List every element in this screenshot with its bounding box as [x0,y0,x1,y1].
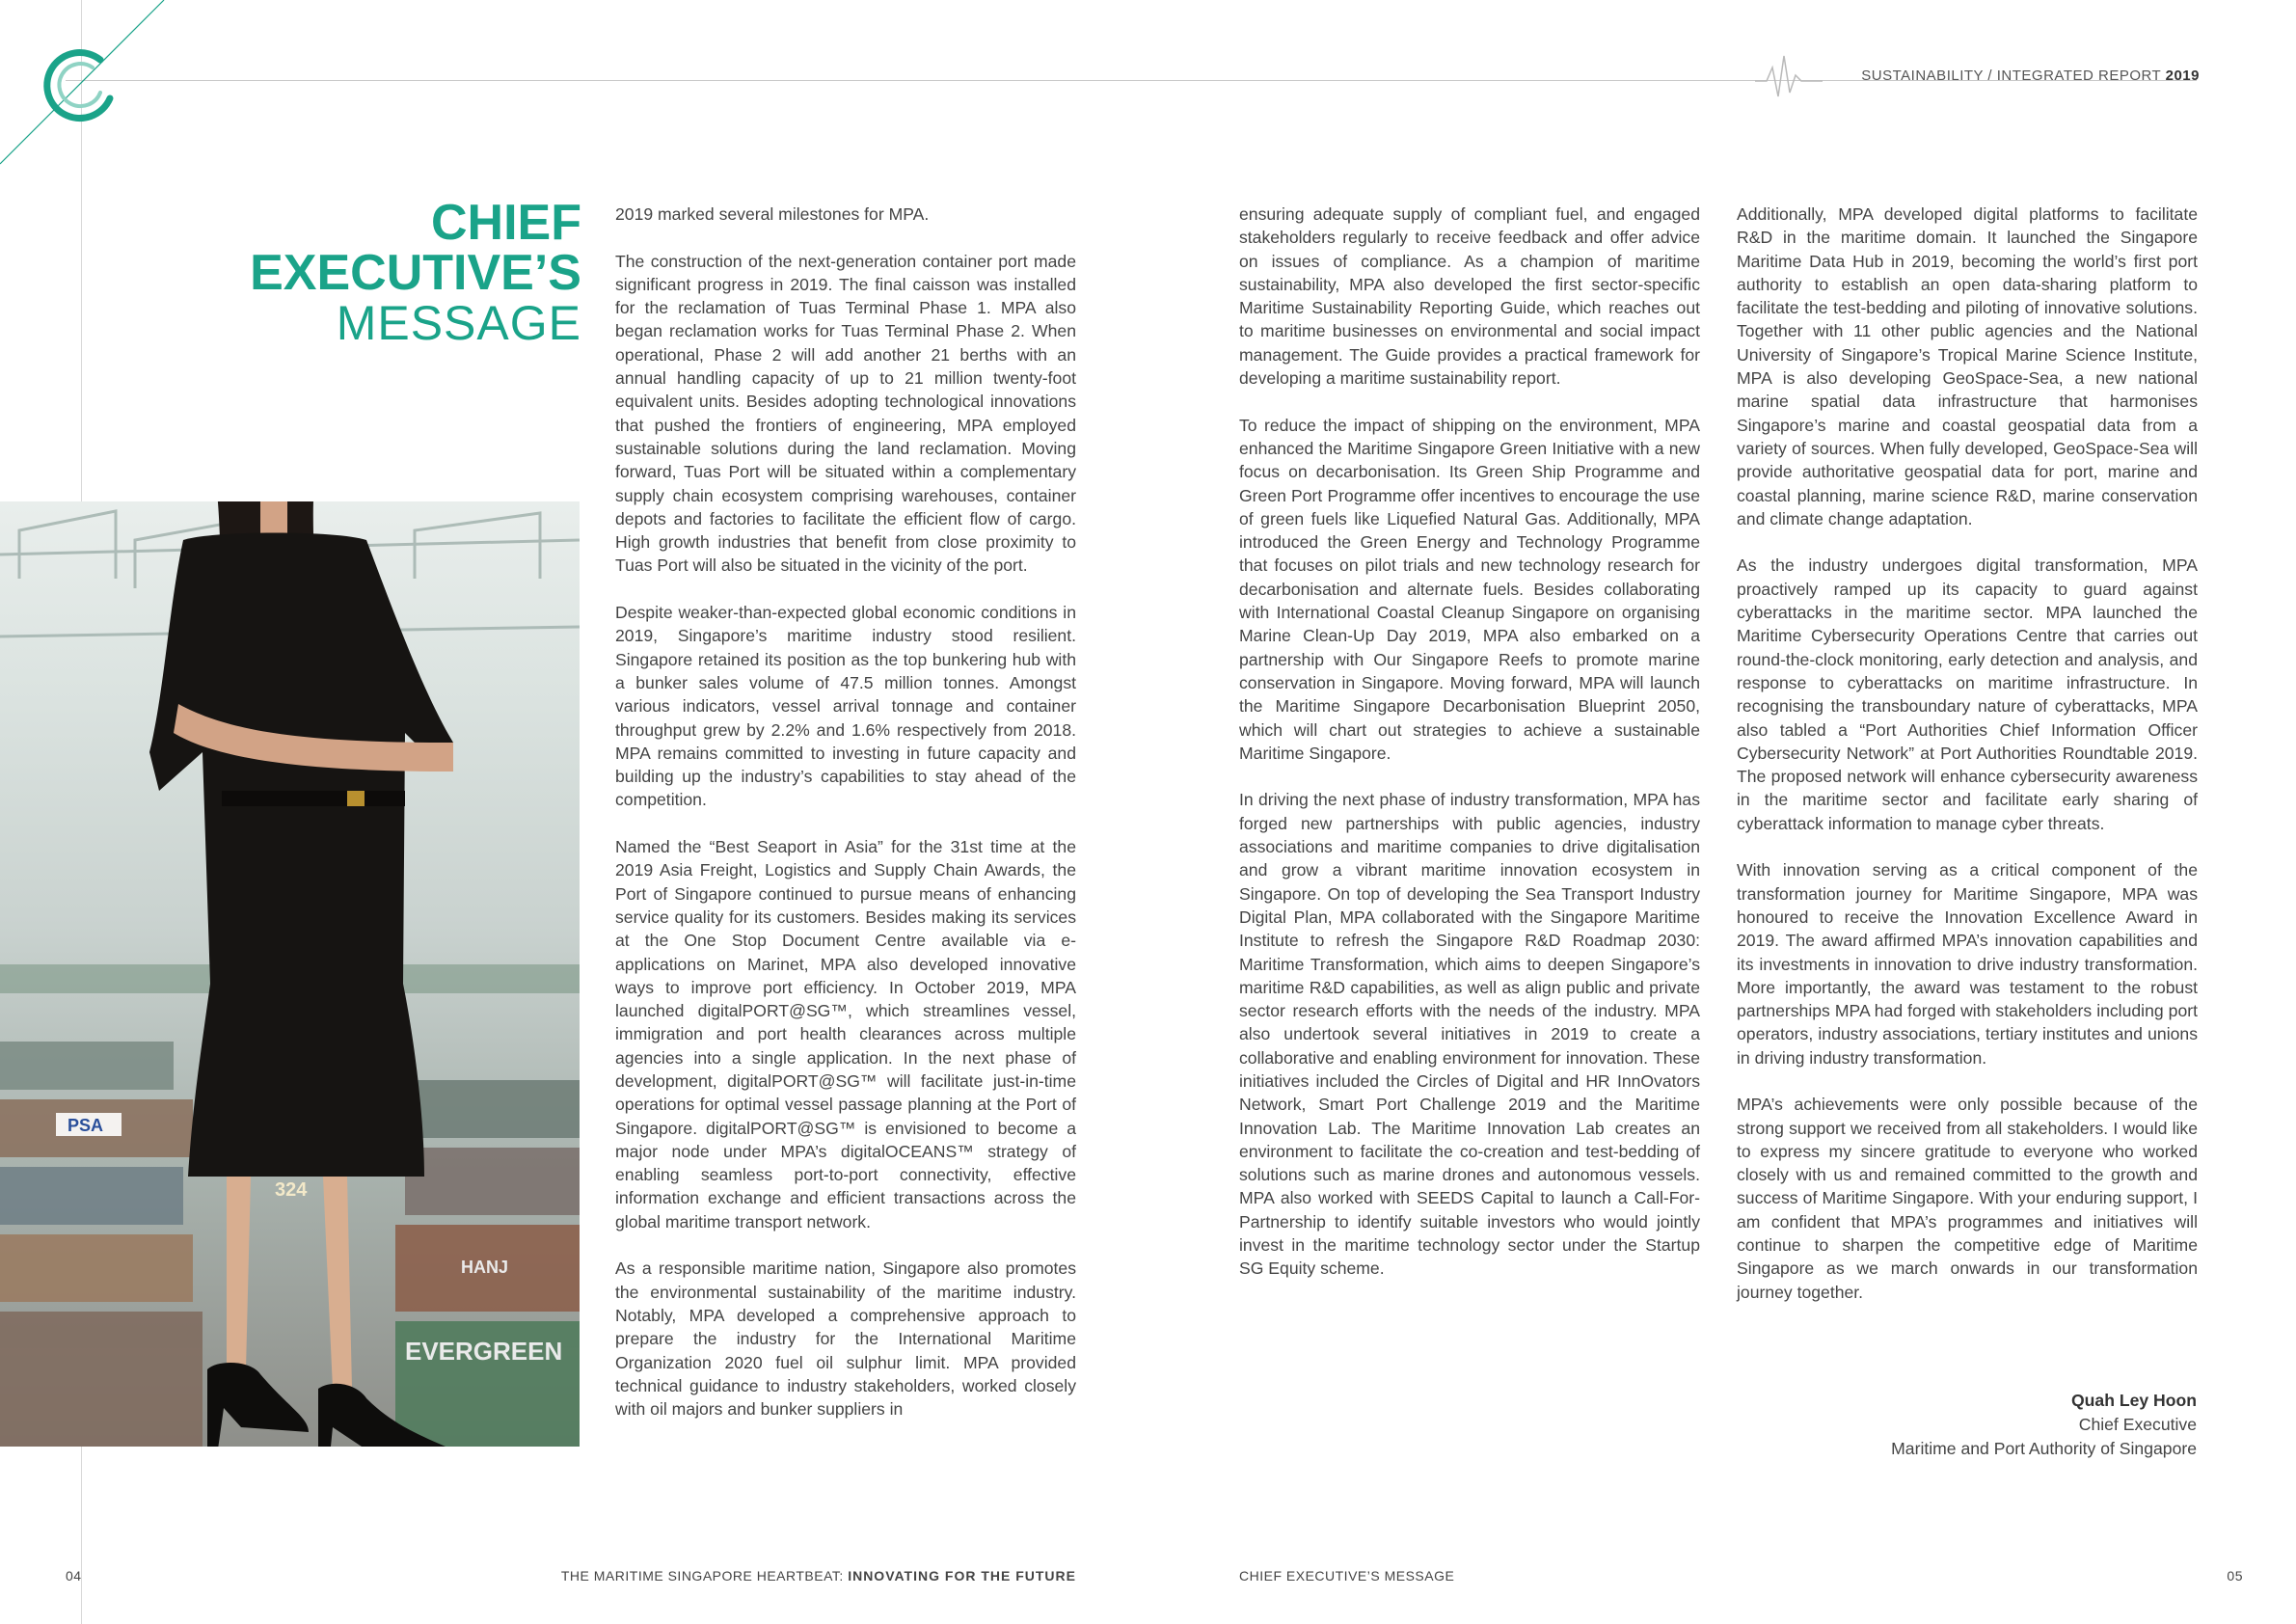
page-number-right: 05 [2227,1568,2243,1583]
paragraph: MPA’s achievements were only possible because of the strong support we received from all stakeholders. I would like to express my sincere gratitude to everyone who worked closely with us and remained committed to the growth and success of Maritime Singapore. With your enduring support, I am confident that MPA’s programmes and initiatives will continue to sharpen the competitive edge of Maritime Singapore as we march onwards in our transformation journey together. [1737,1095,2198,1302]
paragraph: Additionally, MPA developed digital platforms to facilitate R&D in the maritime domain. It launched the Singapore Maritime Data Hub in 2019, becoming the world’s first port authority to establish an open data-sharing platform to facilitate the test-bedding and piloting of innovative solutions. Together with 11 other public agencies and the National University of Singapore’s Tropical Marine Science Institute, MPA is also developing GeoSpace-Sea, a new national marine spatial data infrastructure that harmonises Singapore’s marine and coastal geospatial data from a variety of sources. When fully developed, GeoSpace-Sea will provide authoritative geospatial data for port, marine and coastal planning, marine science R&D, marine conservation and climate change adaptation. [1737,204,2198,528]
paragraph: In driving the next phase of industry transformation, MPA has forged new partnerships with public agencies, industry associations and maritime companies to drive digitalisation and grow a vibrant maritime innovation ecosystem in Singapore. On top of developing the Sea Transport Industry Digital Plan, MPA collaborated with the Singapore Maritime Institute to refresh the Singapore R&D Roadmap 2030: Maritime Transformation, which aims to deepen Singapore’s maritime R&D capabilities, as well as align public and private sector research efforts with the needs of the industry. MPA also undertook several initiatives in 2019 to create a collaborative and enabling environment for innovation. These initiatives included the Circles of Digital and HR InnOvators Network, Smart Port Challenge 2019 and the Maritime Innovation Lab. The Maritime Innovation Lab creates an environment to facilitate the co-creation and test-bedding of solutions such as marine drones and autonomous vessels. MPA also worked with SEEDS Capital to launch a Call-For-Partnership to identify suitable investors who would jointly invest in the maritime technology sector under the Startup SG Equity scheme. [1239,790,1700,1279]
paragraph: To reduce the impact of shipping on the environment, MPA enhanced the Maritime Singapore Green Initiative with a new focus on decarbonisation. Its Green Ship Programme and Green Port Programme offer incentives to encourage the use of green fuels like Liquefied Natural Gas. Additionally, MPA introduced the Green Energy and Technology Programme that focuses on pilot trials and new technology research for decarbonisation and alternate fuels. Besides collaborating with International Coastal Cleanup Singapore on organising Marine Clean-Up Day 2019, MPA also embarked on a partnership with Our Singapore Reefs to promote marine conservation in Singapore. Moving forward, MPA will launch the Maritime Singapore Decarbonisation Blueprint 2050, which will chart out strategies to achieve a sustainable Maritime Singapore. [1239,415,1700,763]
page-title [250,195,581,350]
body-column-1 [615,203,1076,1445]
logo-swirl-icon [0,0,174,174]
signatory-role: Chief Executive [2078,1415,2197,1434]
paragraph: As the industry undergoes digital transformation, MPA proactively ramped up its capacity to guard against cyberattacks in the maritime sector. MPA launched the Maritime Cybersecurity Operations Centre that carries out round-the-clock monitoring, early detection and analysis, and response to cyberattacks on maritime infrastructure. In recognising the transboundary nature of cyberattacks, MPA also tabled a “Port Authorities Chief Information Officer Cybersecurity Network” at Port Authorities Roundtable 2019. The proposed network will enhance cybersecurity awareness in the maritime sector and facilitate early sharing of cyberattack information to manage cyber threats. [1737,555,2198,833]
body-column-2 [1239,203,1700,1304]
paragraph: With innovation serving as a critical component of the transformation journey for Maritime Singapore, MPA was honoured to receive the Innovation Excellence Award in 2019. The award affirmed MPA’s innovation capabilities and its investments in innovation to drive industry transformation. More importantly, the award was testament to the robust partnerships MPA had forged with stakeholders including port operators, industry associations, tertiary institutes and unions in driving industry transformation. [1737,860,2198,1068]
paragraph: ensuring adequate supply of compliant fuel, and engaged stakeholders regularly to receive feedback and offer advice on issues of compliance. As a champion of maritime sustainability, MPA also developed the first sector-specific Maritime Sustainability Reporting Guide, which reaches out to maritime businesses on environmental and social impact management. The Guide provides a practical framework for developing a maritime sustainability report. [1239,204,1700,389]
page-number-left: 04 [66,1568,82,1583]
portrait-photo [0,501,580,1447]
port-scene-illustration [0,501,580,1447]
footer-right-title: CHIEF EXECUTIVE’S MESSAGE [1239,1568,1455,1583]
container-label-number: 324 [275,1179,308,1201]
body-column-3 [1737,203,2198,1327]
report-header: SUSTAINABILITY / INTEGRATED REPORT 2019 [1861,68,2200,84]
title-line-2: EXECUTIVE’S [250,245,581,301]
paragraph: Named the “Best Seaport in Asia” for the 31st time at the 2019 Asia Freight, Logistics and Supply Chain Awards, the Port of Singapore continued to pursue means of enhancing service quality for its customers. Besides making its services at the One Stop Document Centre available via e-applications on Marinet, MPA also developed innovative ways to improve port efficiency. In October 2019, MPA launched digitalPORT@SG™, which streamlines vessel, immigration and port health clearances across multiple agencies into a single application. In the next phase of development, digitalPORT@SG™ will facilitate just-in-time operations for optimal vessel passage planning at the Port of Singapore. digitalPORT@SG™ is envisioned to become a major node under MPA’s digitalOCEANS™ strategy of enabling seamless port-to-port connectivity, effective information exchange and efficient transactions across the global maritime transport network. [615,837,1076,1232]
container-label-hanj: HANJ [461,1258,509,1277]
container-label-psa: PSA [68,1116,104,1135]
signatory-name: Quah Ley Hoon [2070,1391,2197,1410]
paragraph: 2019 marked several milestones for MPA. [615,204,930,224]
container-label-evergreen: EVERGREEN [405,1337,563,1366]
signature-block [1891,1389,2197,1461]
title-line-3: MESSAGE [336,296,581,350]
paragraph: Despite weaker-than-expected global economic conditions in 2019, Singapore’s maritime industry stood resilient. Singapore retained its position as the top bunkering hub with a bunker sales volume of 47.5 million tonnes. Amongst various indicators, vessel arrival tonnage and container throughput grew by 2.2% and 1.6% respectively from 2018. MPA remains committed to investing in future capacity and building up the industry’s capabilities to stay ahead of the competition. [615,603,1076,810]
heartbeat-icon [1755,48,1823,106]
title-line-1: CHIEF [431,195,581,251]
footer-left-title: THE MARITIME SINGAPORE HEARTBEAT: INNOVATING FOR THE FUTURE [560,1568,1076,1583]
paragraph: As a responsible maritime nation, Singapore also promotes the environmental sustainability of the maritime industry. Notably, MPA developed a comprehensive approach to prepare the industry for the International Maritime Organization 2020 fuel oil sulphur limit. MPA provided technical guidance to industry stakeholders, worked closely with oil majors and bunker suppliers in [615,1259,1076,1420]
paragraph: The construction of the next-generation container port made significant progress in 2019. The final caisson was installed for the reclamation of Tuas Terminal Phase 1. MPA also began reclamation works for Tuas Terminal Phase 2. When operational, Phase 2 will add another 21 berths with an annual handling capacity of up to 21 million twenty-foot equivalent units. Besides adopting technological innovations that pushed the frontiers of engineering, MPA employed sustainable solutions during the land reclamation. Moving forward, Tuas Port will be situated within a complementary supply chain ecosystem comprising warehouses, container depots and factories to facilitate the efficient flow of cargo. High growth industries that benefit from close proximity to Tuas Port will also be situated in the vicinity of the port. [615,251,1076,576]
signatory-organisation: Maritime and Port Authority of Singapore [1891,1439,2197,1458]
